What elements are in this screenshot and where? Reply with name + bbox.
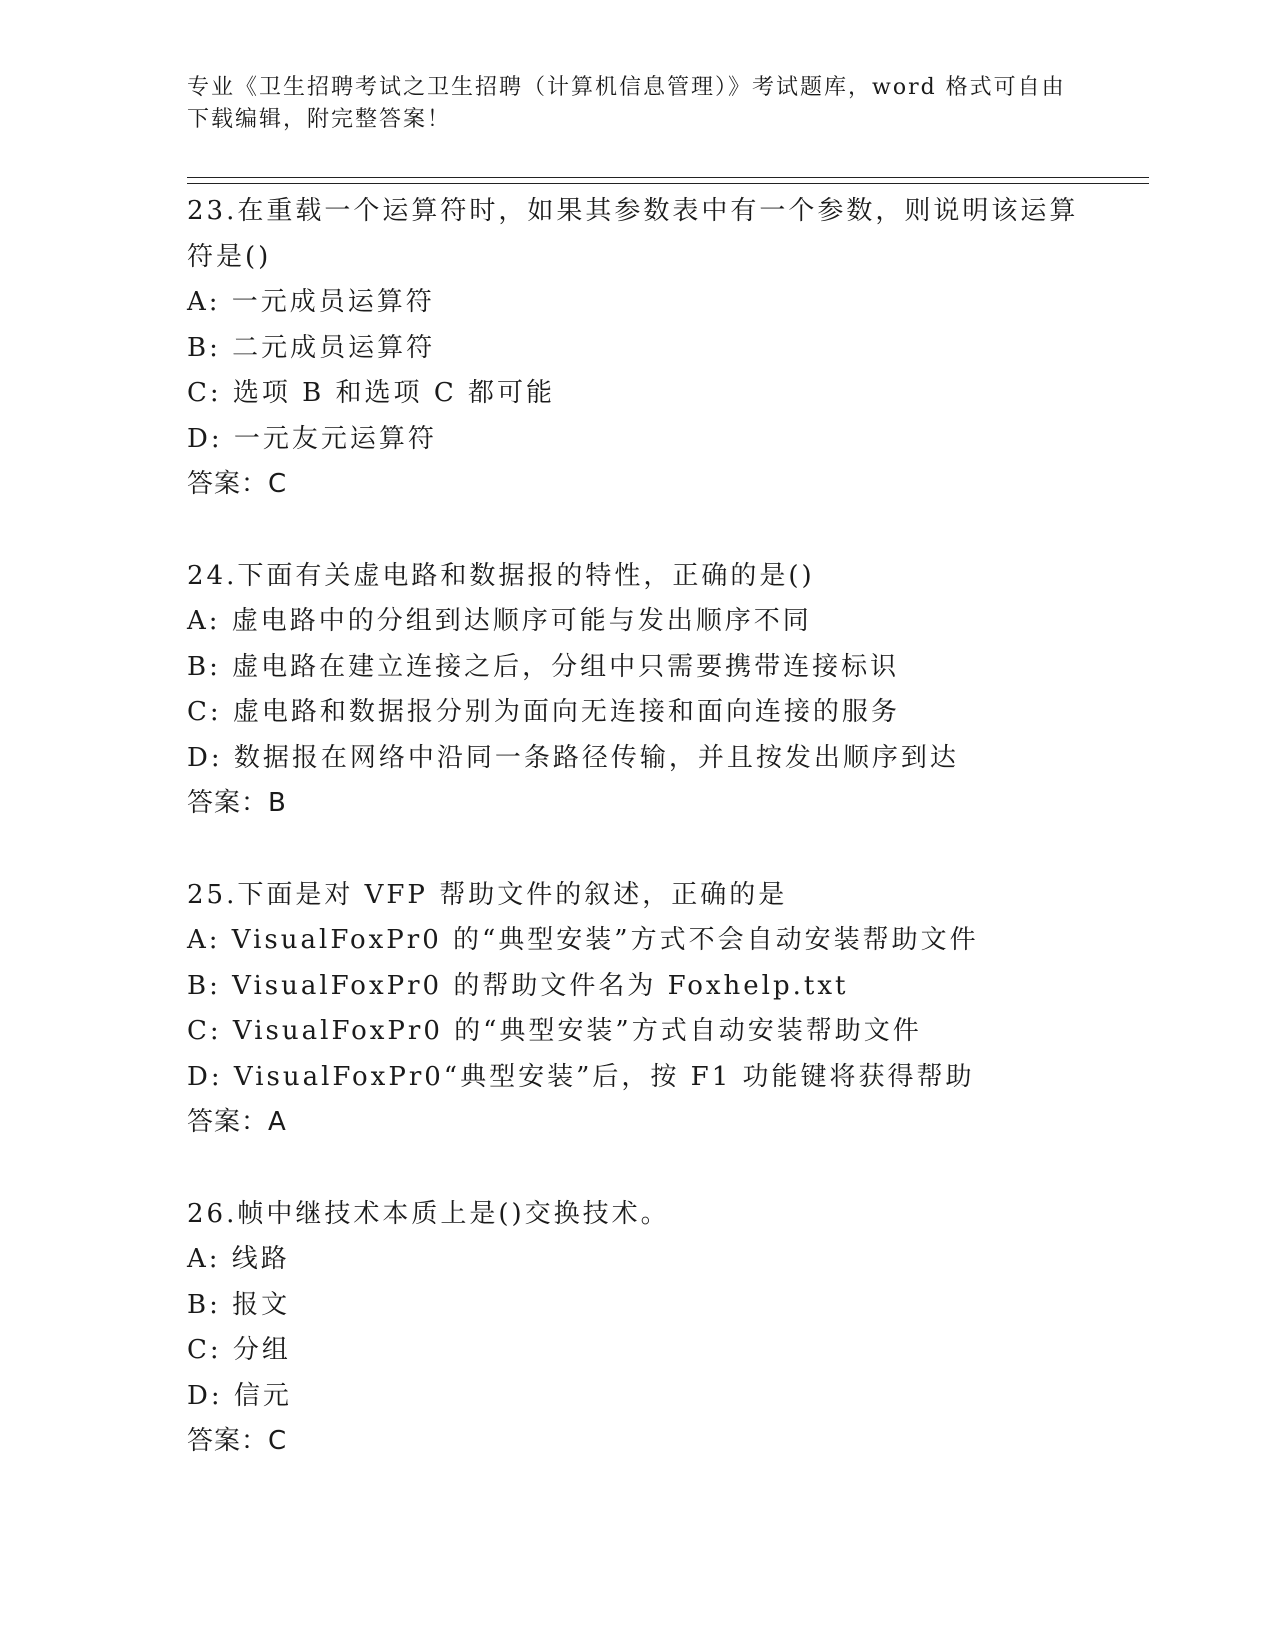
option-b: B: 二元成员运算符 [187,332,436,363]
option-d: D: 信元 [187,1380,292,1411]
question-stem: 23.在重载一个运算符时，如果其参数表中有一个参数，则说明该运算符是() [187,196,1079,272]
option-d: D: 一元友元运算符 [187,423,437,454]
answer-line: 答案：C [187,469,288,499]
question-26 [187,1192,1087,1465]
option-c: C: 选项 B 和选项 C 都可能 [187,378,555,408]
header-divider-bottom [187,183,1149,184]
answer-line: 答案：C [187,1426,288,1456]
option-b: B: VisualFoxPr0 的帮助文件名为 Foxhelp.txt [187,970,849,1001]
answer-line: 答案：B [187,788,287,818]
question-stem: 26.帧中继技术本质上是()交换技术。 [187,1198,670,1229]
question-24 [187,554,1087,827]
option-c: C: 虚电路和数据报分别为面向无连接和面向连接的服务 [187,697,900,727]
option-d: D: VisualFoxPr0“典型安装”后，按 F1 功能键将获得帮助 [187,1061,975,1092]
option-d: D: 数据报在网络中沿同一条路径传输，并且按发出顺序到达 [187,742,959,773]
option-a: A: 一元成员运算符 [187,287,435,317]
answer-line: 答案：A [187,1107,287,1137]
document-header: 专业《卫生招聘考试之卫生招聘（计算机信息管理）》考试题库，word 格式可自由下载编辑，附完整答案！ [187,75,1066,132]
option-a: A: 线路 [187,1244,290,1274]
option-a: A: 虚电路中的分组到达顺序可能与发出顺序不同 [187,606,812,636]
option-c: C: 分组 [187,1335,291,1365]
question-25 [187,873,1087,1146]
option-a: A: VisualFoxPr0 的“典型安装”方式不会自动安装帮助文件 [187,925,979,955]
header-divider-top [187,177,1149,178]
question-stem: 25.下面是对 VFP 帮助文件的叙述，正确的是 [187,879,788,910]
option-b: B: 报文 [187,1289,291,1320]
question-23 [187,189,1087,508]
question-stem: 24.下面有关虚电路和数据报的特性，正确的是() [187,560,815,591]
option-c: C: VisualFoxPr0 的“典型安装”方式自动安装帮助文件 [187,1016,922,1046]
option-b: B: 虚电路在建立连接之后，分组中只需要携带连接标识 [187,651,900,682]
question-list [187,189,1087,1511]
